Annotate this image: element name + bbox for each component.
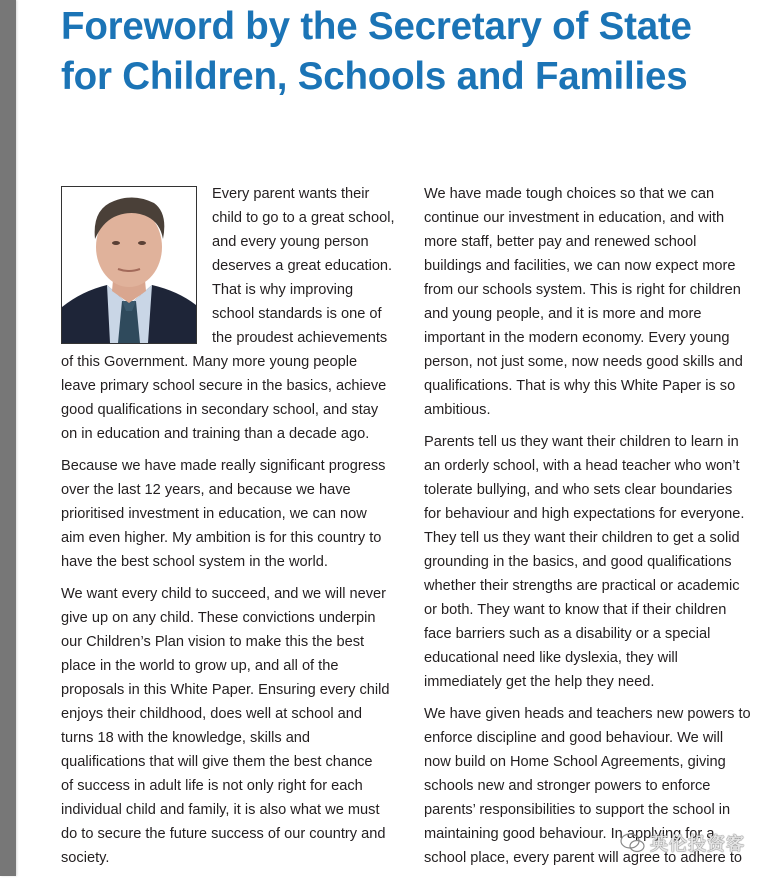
text-line: enjoys their childhood, does well at school and: [61, 706, 362, 722]
paragraph: [61, 182, 406, 446]
text-line: deserves a great education.: [212, 258, 393, 274]
page-edge-strip: [0, 0, 16, 876]
text-line: ambitious.: [424, 402, 491, 418]
text-line: for behaviour and high expectations for everyone.: [424, 506, 745, 522]
text-line: prioritised investment in education, we can now: [61, 506, 367, 522]
text-line: qualifications that will give them the best chance: [61, 754, 373, 770]
text-line: Every parent wants their: [212, 186, 370, 202]
text-line: parents’ responsibilities to support the school in: [424, 802, 731, 818]
text-line: leave primary school secure in the basics, achieve: [61, 378, 387, 394]
text-line: We want every child to succeed, and we will never: [61, 586, 387, 602]
text-line: school place, every parent will agree to adhere to: [424, 850, 743, 866]
title-line-1: Foreword by the Secretary of State: [61, 5, 692, 48]
text-line: the proudest achievements: [212, 330, 388, 346]
title-line-2: for Children, Schools and Families: [61, 55, 688, 98]
text-line: turns 18 with the knowledge, skills and: [61, 730, 311, 746]
text-line: and young people, and it is more and more: [424, 306, 702, 322]
text-line: give up on any child. These convictions underpin: [61, 610, 376, 626]
text-line: of this Government. Many more young people: [61, 354, 358, 370]
text-line: face barriers such as a disability or a special: [424, 626, 711, 642]
text-line: Parents tell us they want their children to learn in: [424, 434, 739, 450]
text-line: We have given heads and teachers new powers to: [424, 706, 751, 722]
paragraph: [61, 454, 406, 574]
text-line: whether their strengths are practical or academic: [424, 578, 740, 594]
watermark: [620, 830, 745, 856]
text-line: place in the world to grow up, and all of the: [61, 658, 339, 674]
text-line: immediately get the help they need.: [424, 674, 655, 690]
text-line: maintaining good behaviour. In applying for a: [424, 826, 715, 842]
text-line: from our schools system. This is right for children: [424, 282, 741, 298]
text-line: our Children’s Plan vision to make this the best: [61, 634, 365, 650]
text-line: continue our investment in education, and with: [424, 210, 725, 226]
text-line: important in the modern economy. Every young: [424, 330, 730, 346]
text-line: qualifications. That is why this White Paper is so: [424, 378, 736, 394]
text-line: enforce discipline and good behaviour. We will: [424, 730, 724, 746]
text-line: tolerate bullying, and who sets clear boundaries: [424, 482, 733, 498]
text-line: or both. They want to know that if their children: [424, 602, 727, 618]
text-line: over the last 12 years, and because we have: [61, 482, 351, 498]
text-line: person, not just some, now needs good skills and: [424, 354, 743, 370]
text-line: more staff, better pay and renewed school: [424, 234, 697, 250]
text-line: schools new and stronger powers to enforce: [424, 778, 711, 794]
text-line: good qualifications in secondary school, and stay: [61, 402, 379, 418]
text-line: society.: [61, 850, 110, 866]
text-line: grounding in the basics, and good qualifications: [424, 554, 732, 570]
text-line: do to secure the future success of our country and: [61, 826, 386, 842]
text-line: now build on Home School Agreements, giving: [424, 754, 726, 770]
page-title: [61, 2, 771, 102]
wechat-icon: [620, 832, 646, 854]
text-line: We have made tough choices so that we can: [424, 186, 715, 202]
paragraph: [424, 182, 769, 422]
text-line: educational need like dyslexia, they will: [424, 650, 678, 666]
text-line: of success in adult life is not only right for each: [61, 778, 363, 794]
text-line: child to go to a great school,: [212, 210, 395, 226]
portrait-image-icon: [62, 187, 196, 343]
paragraph: [424, 430, 769, 694]
text-line: and every young person: [212, 234, 369, 250]
text-line: aim even higher. My ambition is for this country to: [61, 530, 382, 546]
paragraph: [61, 582, 406, 870]
text-line: an orderly school, with a head teacher who won’t: [424, 458, 740, 474]
text-line: on in education and training than a decade ago.: [61, 426, 370, 442]
text-line: buildings and facilities, we can now expect more: [424, 258, 736, 274]
text-line: individual child and family, it is also what we must: [61, 802, 380, 818]
text-line: Because we have made really significant progress: [61, 458, 386, 474]
text-line: have the best school system in the world.: [61, 554, 328, 570]
right-column: [424, 182, 769, 878]
text-line: They tell us they want their children to get a solid: [424, 530, 740, 546]
text-line: proposals in this White Paper. Ensuring every child: [61, 682, 390, 698]
text-line: That is why improving: [212, 282, 354, 298]
watermark-text: 英伦投资客: [650, 834, 745, 854]
portrait-photo: [61, 186, 197, 344]
left-column: [61, 182, 406, 878]
text-line: school standards is one of: [212, 306, 382, 322]
